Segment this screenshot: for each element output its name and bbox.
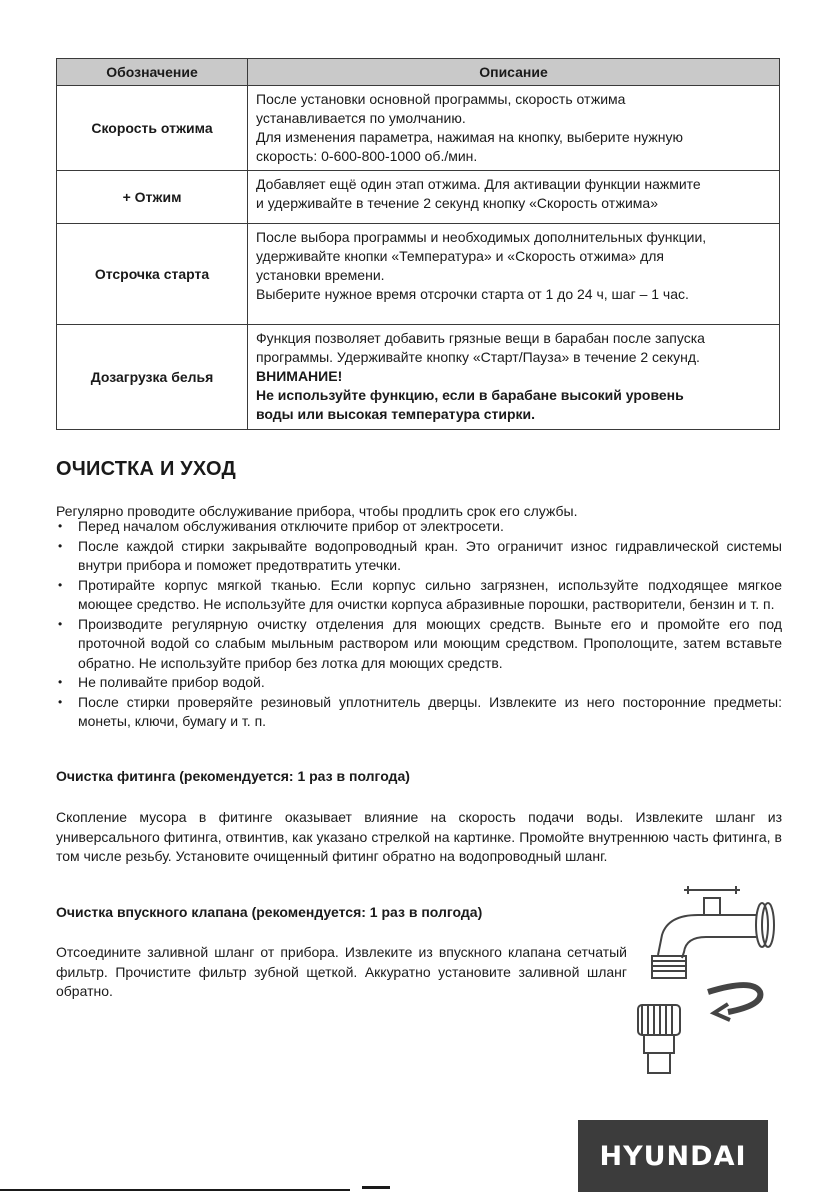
- care-bullet-list: [56, 517, 782, 732]
- list-item: [56, 615, 782, 674]
- bullet-text: Не поливайте прибор водой.: [78, 674, 265, 690]
- bullet-icon: •: [58, 675, 63, 689]
- desc-line: и удерживайте в течение 2 секунд кнопку «Скорость отжима»: [256, 195, 659, 211]
- row-name-add-laundry: Дозагрузка белья: [57, 325, 248, 430]
- desc-line: После установки основной программы, скорость отжима: [256, 91, 626, 107]
- row-desc-extra-spin: [248, 171, 780, 224]
- list-item: [56, 537, 782, 576]
- row-name-extra-spin: + Отжим: [57, 171, 248, 224]
- bullet-text: После каждой стирки закрывайте водопроводный кран. Это ограничит износ гидравлической системы внутри прибора и поможет предотвратить утечки.: [78, 537, 782, 573]
- table-row: [57, 325, 780, 430]
- bullet-text: Производите регулярную очистку отделения для моющих средств. Выньте его и промойте его под проточной водой со слабым мыльным раствором или моющим средством. Прополощите, затем вставьте обратно. Не используйте прибор без лотка для моющих средств.: [78, 615, 782, 671]
- table-row: [57, 171, 780, 224]
- faucet-unscrew-icon: [628, 880, 788, 1080]
- bullet-icon: •: [58, 519, 63, 533]
- desc-line: установки времени.: [256, 267, 385, 283]
- warning-line: воды или высокая температура стирки.: [256, 406, 536, 422]
- bullet-icon: •: [58, 616, 63, 631]
- valve-cleaning-text: Отсоедините заливной шланг от прибора. Извлеките из впускного клапана сетчатый фильтр. Прочистите фильтр зубной щеткой. Аккуратно установите заливной шланг обратно.: [56, 944, 627, 999]
- footer-divider: [0, 1189, 350, 1191]
- table-row: [57, 86, 780, 171]
- bullet-text: Протирайте корпус мягкой тканью. Если корпус сильно загрязнен, используйте подходящее мягкое моющее средство. Не используйте для очистки корпуса абразивные порошки, растворители, бензин и т. п.: [78, 576, 782, 612]
- fitting-cleaning-text: Скопление мусора в фитинге оказывает влияние на скорость подачи воды. Извлеките шланг из универсального фитинга, отвинтив, как указано стрелкой на картинке. Промойте внутреннюю часть фитинга, в том числе резьбу. Установите очищенный фитинг обратно на водопроводный шланг.: [56, 809, 782, 864]
- row-desc-delay-start: [248, 224, 780, 325]
- warning-line: Не используйте функцию, если в барабане высокий уровень: [256, 387, 684, 403]
- valve-cleaning-title: Очистка впускного клапана (рекомендуется: 1 раз в полгода): [56, 904, 483, 920]
- bullet-icon: •: [58, 694, 63, 709]
- list-item: [56, 576, 782, 615]
- list-item: [56, 517, 782, 537]
- desc-line: Выберите нужное время отсрочки старта от 1 до 24 ч, шаг – 1 час.: [256, 286, 689, 302]
- desc-line: удерживайте кнопки «Температура» и «Скорость отжима» для: [256, 248, 664, 264]
- fitting-cleaning-title: Очистка фитинга (рекомендуется: 1 раз в полгода): [56, 768, 410, 784]
- bullet-text: Перед началом обслуживания отключите прибор от электросети.: [78, 518, 504, 534]
- table-header-designation: Обозначение: [57, 59, 248, 86]
- row-desc-spin-speed: [248, 86, 780, 171]
- row-name-spin-speed: Скорость отжима: [57, 86, 248, 171]
- table-row: [57, 224, 780, 325]
- functions-table: [56, 58, 780, 430]
- list-item: [56, 693, 782, 732]
- desc-line: Добавляет ещё один этап отжима. Для активации функции нажмите: [256, 176, 701, 192]
- desc-line: Для изменения параметра, нажимая на кнопку, выберите нужную: [256, 129, 684, 145]
- warning-label: ВНИМАНИЕ!: [256, 368, 343, 384]
- desc-line: После выбора программы и необходимых дополнительных функции,: [256, 229, 707, 245]
- desc-line: Функция позволяет добавить грязные вещи в барабан после запуска: [256, 330, 705, 346]
- desc-line: программы. Удерживайте кнопку «Старт/Пауза» в течение 2 секунд.: [256, 349, 700, 365]
- table-header-row: [57, 59, 780, 86]
- list-item: [56, 673, 782, 693]
- row-desc-add-laundry: [248, 325, 780, 430]
- hyundai-logo: HYUNDAI: [578, 1120, 768, 1192]
- section-title: ОЧИСТКА И УХОД: [56, 458, 236, 480]
- footer-page-mark: [362, 1186, 390, 1189]
- bullet-icon: •: [58, 538, 63, 553]
- row-name-delay-start: Отсрочка старта: [57, 224, 248, 325]
- table-header-description: Описание: [248, 59, 780, 86]
- bullet-icon: •: [58, 577, 63, 592]
- bullet-text: После стирки проверяйте резиновый уплотнитель дверцы. Извлеките из него посторонние предметы: монеты, ключи, бумагу и т. п.: [78, 693, 782, 729]
- desc-line: скорость: 0-600-800-1000 об./мин.: [256, 148, 478, 164]
- desc-line: устанавливается по умолчанию.: [256, 110, 466, 126]
- section-intro: Регулярно проводите обслуживание прибора, чтобы продлить срок его службы.: [56, 503, 578, 519]
